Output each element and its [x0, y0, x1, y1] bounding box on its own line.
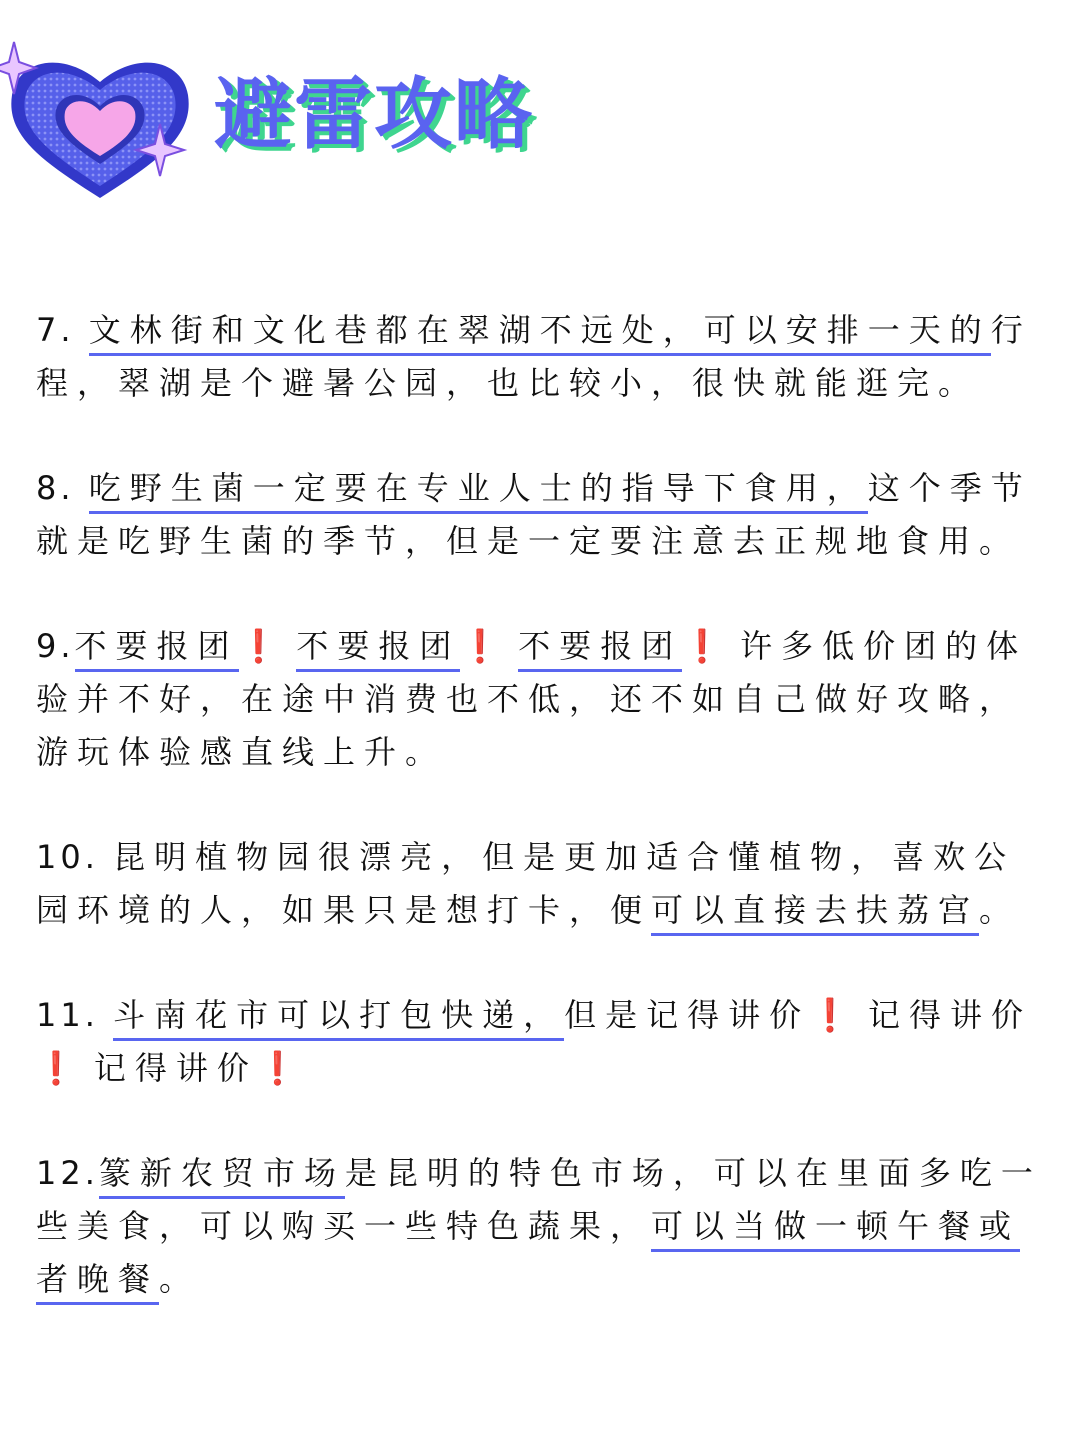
highlighted-text: 斗南花市可以打包快递，	[113, 996, 564, 1041]
tip-number: 11.	[36, 996, 114, 1034]
tip-text: 记得讲价	[867, 996, 1032, 1034]
highlighted-text: 不要报团	[296, 627, 460, 672]
tip-text: 但是记得讲价	[564, 996, 811, 1034]
tip-text: 。	[159, 1260, 201, 1298]
tip-text: 记得讲价	[93, 1049, 258, 1087]
header	[0, 0, 1080, 230]
exclamation-icon: ❗	[257, 1049, 316, 1087]
highlighted-text: 不要报团	[75, 627, 239, 672]
tip-text: 。	[979, 891, 1021, 929]
tip-text: 行程，翠湖是个避暑公园，也比较小，很快就能逛完。	[36, 311, 1032, 402]
tip-item	[36, 831, 1056, 937]
highlighted-text: 可以当做一顿午餐或者晚餐	[36, 1207, 1020, 1305]
exclamation-icon: ❗	[682, 627, 741, 665]
tip-number: 12.	[36, 1154, 99, 1192]
highlighted-text: 可以直接去扶荔宫	[651, 891, 979, 936]
exclamation-icon: ❗	[460, 627, 519, 665]
tips-list	[36, 304, 1056, 1358]
tip-item	[36, 989, 1056, 1095]
tip-text: 这个季节就是吃野生菌的季节，但是一定要注意去正规地食用。	[36, 469, 1032, 560]
exclamation-icon: ❗	[238, 627, 297, 665]
tip-number: 8.	[36, 469, 89, 507]
tip-number: 7.	[36, 311, 89, 349]
tip-text: 是昆明的特色市场，可以在里面多吃一些美食，可以购买一些特色蔬果，	[36, 1154, 1042, 1245]
tip-item	[36, 620, 1056, 779]
highlighted-text: 吃野生菌一定要在专业人士的指导下食用，	[89, 469, 868, 514]
heart-icon	[0, 40, 200, 210]
highlighted-text: 不要报团	[518, 627, 682, 672]
tip-text: 昆明植物园很漂亮，但是更加适合懂植物，喜欢公园环境的人，如果只是想打卡，便	[36, 838, 1016, 929]
tip-number: 9.	[36, 627, 75, 665]
tip-number: 10.	[36, 838, 114, 876]
highlighted-text: 篆新农贸市场	[99, 1154, 345, 1199]
page-title: 避雷攻略	[214, 70, 535, 160]
exclamation-icon: ❗	[36, 1049, 94, 1087]
tip-item	[36, 1147, 1056, 1306]
tip-text: 许多低价团的体验并不好，在途中消费也不低，还不如自己做好攻略，游玩体验感直线上升。	[36, 627, 1028, 771]
tip-item	[36, 304, 1056, 410]
exclamation-icon: ❗	[810, 996, 868, 1034]
highlighted-text: 文林街和文化巷都在翠湖不远处，可以安排一天的	[89, 311, 991, 356]
tip-item	[36, 462, 1056, 568]
